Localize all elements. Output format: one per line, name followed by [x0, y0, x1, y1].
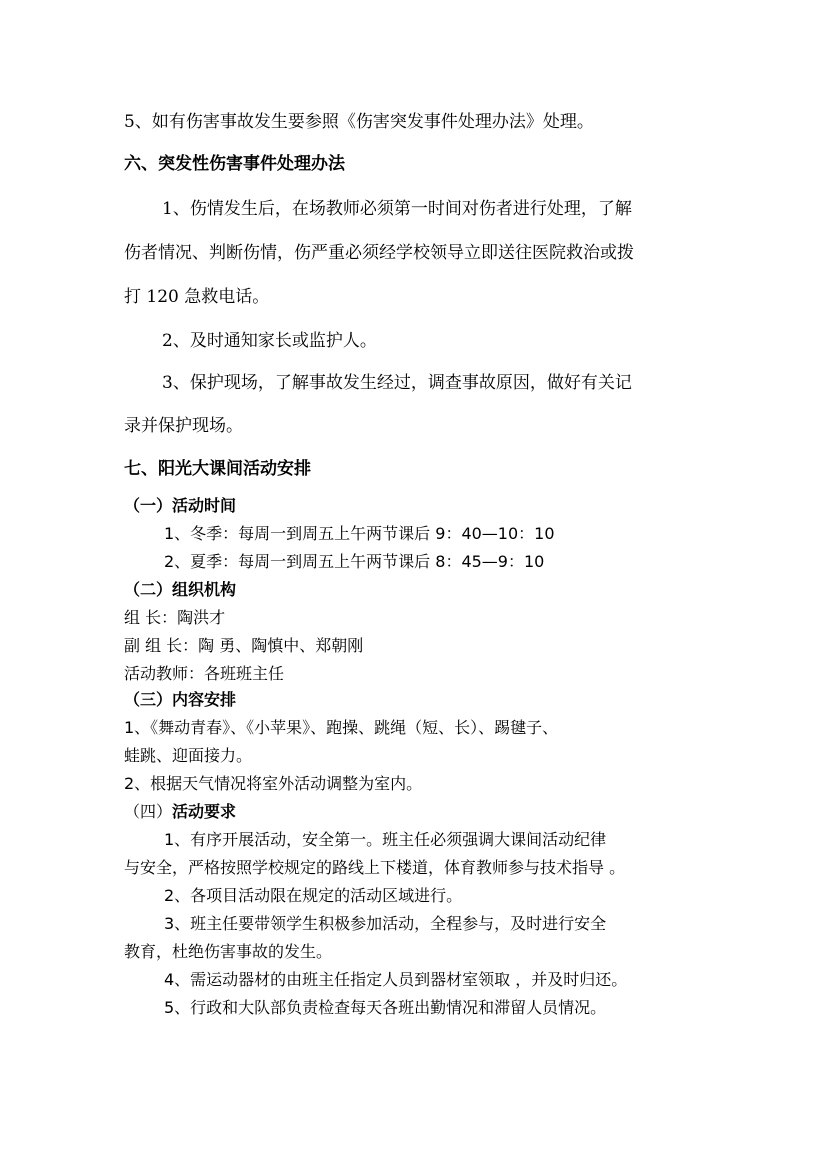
section6-item1-line1: 1、伤情发生后，在场教师必须第一时间对伤者进行处理，了解: [162, 199, 632, 219]
sub1-heading: （一）活动时间: [124, 496, 237, 515]
sub4-item1-line2: 与安全，严格按照学校规定的路线上下楼道，体育教师参与技术指导 。: [124, 858, 626, 877]
section6-item1-line3: 打 120 急救电话。: [124, 287, 270, 307]
sub4-item1-line1: 1、有序开展活动，安全第一。班主任必须强调大课间活动纪律: [164, 830, 607, 849]
sub4-item3-line1: 3、班主任要带领学生积极参加活动，全程参与，及时进行安全: [164, 914, 607, 933]
sub4-heading-prefix: （四）: [124, 802, 173, 821]
sub2-leader: 组 长：陶洪才: [124, 608, 226, 627]
sub4-item3-line2: 教育，杜绝伤害事故的发生。: [124, 942, 333, 961]
sub4-item4: 4、需运动器材的由班主任指定人员到器材室领取 ，并及时归还。: [164, 970, 628, 989]
sub4-item5: 5、行政和大队部负责检查每天各班出勤情况和滞留人员情况。: [164, 998, 607, 1017]
section5-item5: 5、如有伤害事故发生要参照《伤害突发事件处理办法》处理。: [124, 112, 594, 132]
sub3-item2: 2、根据天气情况将室外活动调整为室内。: [124, 774, 423, 793]
section7-heading: 七、阳光大课间活动安排: [124, 459, 311, 479]
sub4-heading: [124, 802, 236, 821]
sub2-vice-leader: 副 组 长：陶 勇、陶慎中、郑朝刚: [124, 636, 364, 655]
section6-item2: 2、及时通知家长或监护人。: [162, 331, 377, 351]
sub1-winter: 1、冬季：每周一到周五上午两节课后 9：40—10：10: [164, 524, 555, 543]
sub2-heading: （二）组织机构: [124, 580, 237, 599]
sub3-item1-line1: 1、《舞动青春》、《小苹果》、跑操、跳绳（短、长）、踢毽子、: [124, 718, 559, 737]
sub3-heading: （三）内容安排: [124, 690, 237, 709]
section6-item3-line2: 录并保护现场。: [124, 416, 243, 436]
sub4-heading-text: 活动要求: [172, 802, 237, 821]
section6-item1-line2: 伤者情况、判断伤情，伤严重必须经学校领导立即送往医院救治或拨: [124, 243, 634, 263]
section6-item3-line1: 3、保护现场，了解事故发生经过，调查事故原因，做好有关记: [162, 373, 632, 393]
sub2-teachers: 活动教师：各班班主任: [124, 664, 285, 683]
section6-heading: 六、突发性伤害事件处理办法: [124, 154, 345, 174]
sub4-item2: 2、各项目活动限在规定的活动区域进行。: [164, 886, 463, 905]
sub1-summer: 2、夏季：每周一到周五上午两节课后 8：45—9：10: [164, 552, 545, 571]
sub3-item1-line2: 蛙跳、迎面接力。: [124, 746, 253, 765]
